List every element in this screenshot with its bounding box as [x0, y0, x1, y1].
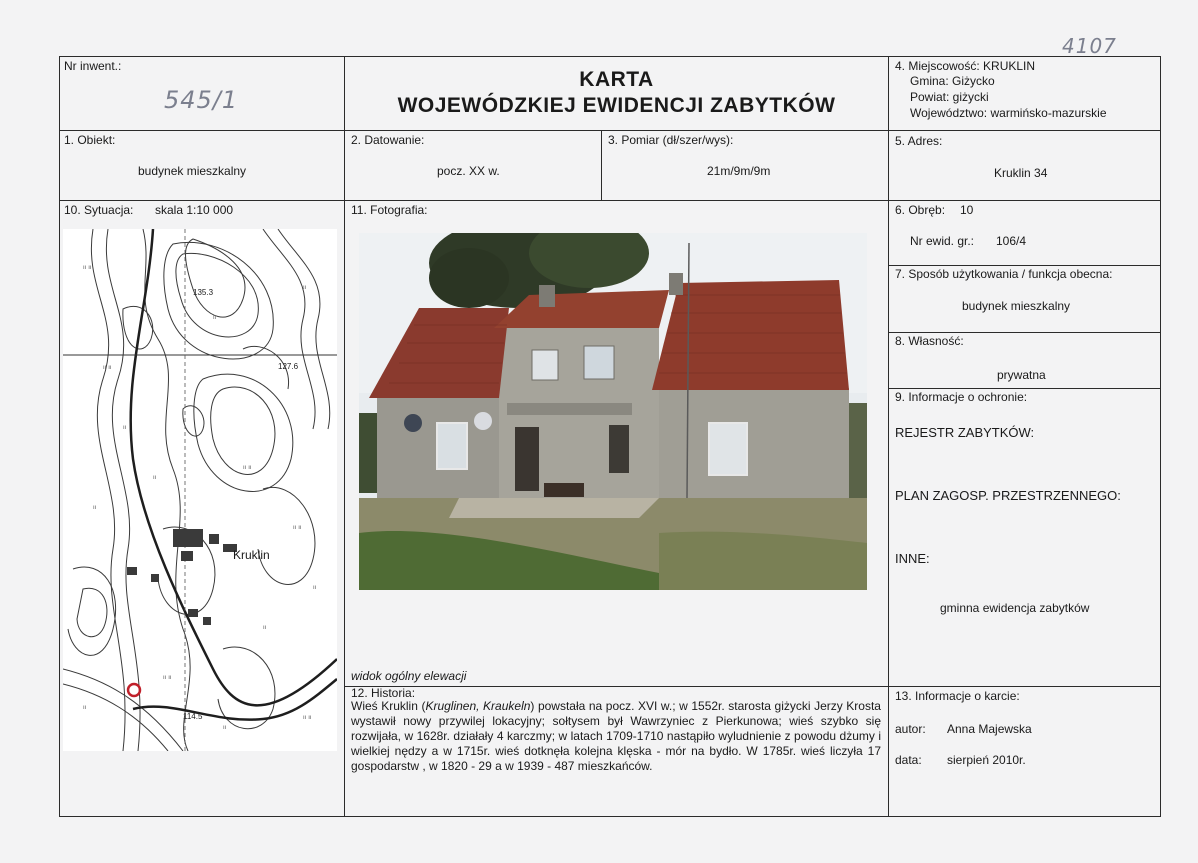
- svg-text:ıı ıı: ıı ıı: [103, 364, 112, 371]
- card-info-cell: [888, 686, 1161, 817]
- other-label: INNE:: [895, 551, 930, 566]
- svg-text:ıı: ıı: [83, 704, 87, 711]
- powiat: Powiat: giżycki: [910, 90, 989, 104]
- dating-value: pocz. XX w.: [437, 164, 500, 178]
- svg-text:ıı: ıı: [313, 584, 317, 591]
- history-text-part2: ) powstała na pocz. XVI w.; w 1552r. starosta giżycki Jerzy Krosta wystawił nowy przywilej lokacyjny; sołtysem był Wawrzyniec z Pierkunowa; wieś szybko się rozwijała, w 1628r. działały 4 karczmy; w latach 1709-1710 nastąpiło wyludnienie z powodu dżumy i wielkiej nędzy a w 1715r. wieś dotknęła kolejna klęska - mór na bydło. W 1785r. wieś liczyła 17 gospodarstw , w 1820 - 29 a w 1939 - 487 mieszkańców.: [351, 699, 881, 773]
- handwritten-number: 4107: [1062, 34, 1117, 58]
- svg-text:ıı ıı: ıı ıı: [83, 264, 92, 271]
- svg-text:ıı: ıı: [263, 624, 267, 631]
- author-label: autor:: [895, 722, 926, 736]
- address-label: 5. Adres:: [895, 134, 943, 148]
- measurement-value: 21m/9m/9m: [707, 164, 771, 178]
- ownership-value: prywatna: [997, 368, 1046, 382]
- precinct-label: 6. Obręb:: [895, 203, 946, 217]
- usage-label: 7. Sposób użytkowania / funkcja obecna:: [895, 267, 1113, 281]
- history-text-names: Kruglinen, Kraukeln: [425, 699, 531, 713]
- ownership-label: 8. Własność:: [895, 334, 964, 348]
- plot-value: 106/4: [996, 234, 1027, 248]
- address-value: Kruklin 34: [994, 166, 1048, 180]
- building-photo: [359, 233, 867, 590]
- plan-label: PLAN ZAGOSP. PRZESTRZENNEGO:: [895, 488, 1121, 503]
- svg-text:ıı ıı: ıı ıı: [243, 464, 252, 471]
- svg-text:ıı: ıı: [213, 314, 217, 321]
- wojewodztwo: Województwo: warmińsko-mazurskie: [910, 106, 1107, 120]
- svg-text:ıı: ıı: [153, 474, 157, 481]
- svg-text:ıı ıı: ıı ıı: [163, 674, 172, 681]
- protection-label: 9. Informacje o ochronie:: [895, 390, 1028, 404]
- svg-text:ıı ıı: ıı ıı: [293, 524, 302, 531]
- inventory-number: 545/1: [164, 86, 239, 114]
- situation-label: 10. Sytuacja:: [64, 203, 134, 217]
- map-place-label: Kruklin: [233, 548, 270, 562]
- svg-text:ıı: ıı: [93, 504, 97, 511]
- card-title-line2: WOJEWÓDZKIEJ EWIDENCJI ZABYTKÓW: [397, 94, 836, 117]
- photo-label: 11. Fotografia:: [351, 203, 428, 217]
- svg-text:ıı: ıı: [123, 424, 127, 431]
- dating-label: 2. Datowanie:: [351, 133, 425, 147]
- card-title-line1: KARTA: [579, 68, 654, 91]
- map-elevation-2: 127.6: [278, 362, 299, 371]
- register-label: REJESTR ZABYTKÓW:: [895, 425, 1035, 440]
- location-label: 4. Miejscowość: KRUKLIN: [895, 59, 1036, 73]
- photo-caption: widok ogólny elewacji: [351, 669, 467, 683]
- object-value: budynek mieszkalny: [138, 164, 247, 178]
- svg-text:ıı: ıı: [303, 284, 307, 291]
- object-label: 1. Obiekt:: [64, 133, 116, 147]
- history-text-part1: Wieś Kruklin (: [351, 699, 426, 713]
- plot-label: Nr ewid. gr.:: [910, 234, 975, 248]
- gmina: Gmina: Giżycko: [910, 74, 995, 88]
- date-value: sierpień 2010r.: [947, 753, 1026, 767]
- history-text: [351, 699, 881, 774]
- measurement-label: 3. Pomiar (dł/szer/wys):: [608, 133, 734, 147]
- svg-text:ıı ıı: ıı ıı: [303, 714, 312, 721]
- situation-scale: skala 1:10 000: [155, 203, 234, 217]
- date-label: data:: [895, 753, 922, 767]
- usage-value: budynek mieszkalny: [962, 299, 1071, 313]
- svg-text:ıı: ıı: [223, 724, 227, 731]
- inventory-label: Nr inwent.:: [64, 59, 122, 73]
- map-elevation-3: 114.5: [183, 712, 203, 721]
- map-elevation-1: 135.3: [193, 288, 214, 297]
- history-label: 12. Historia:: [351, 686, 416, 700]
- precinct-value: 10: [960, 203, 974, 217]
- situation-map: [63, 229, 337, 751]
- card-info-label: 13. Informacje o karcie:: [895, 689, 1020, 703]
- other-value: gminna ewidencja zabytków: [940, 601, 1090, 615]
- author-value: Anna Majewska: [947, 722, 1032, 736]
